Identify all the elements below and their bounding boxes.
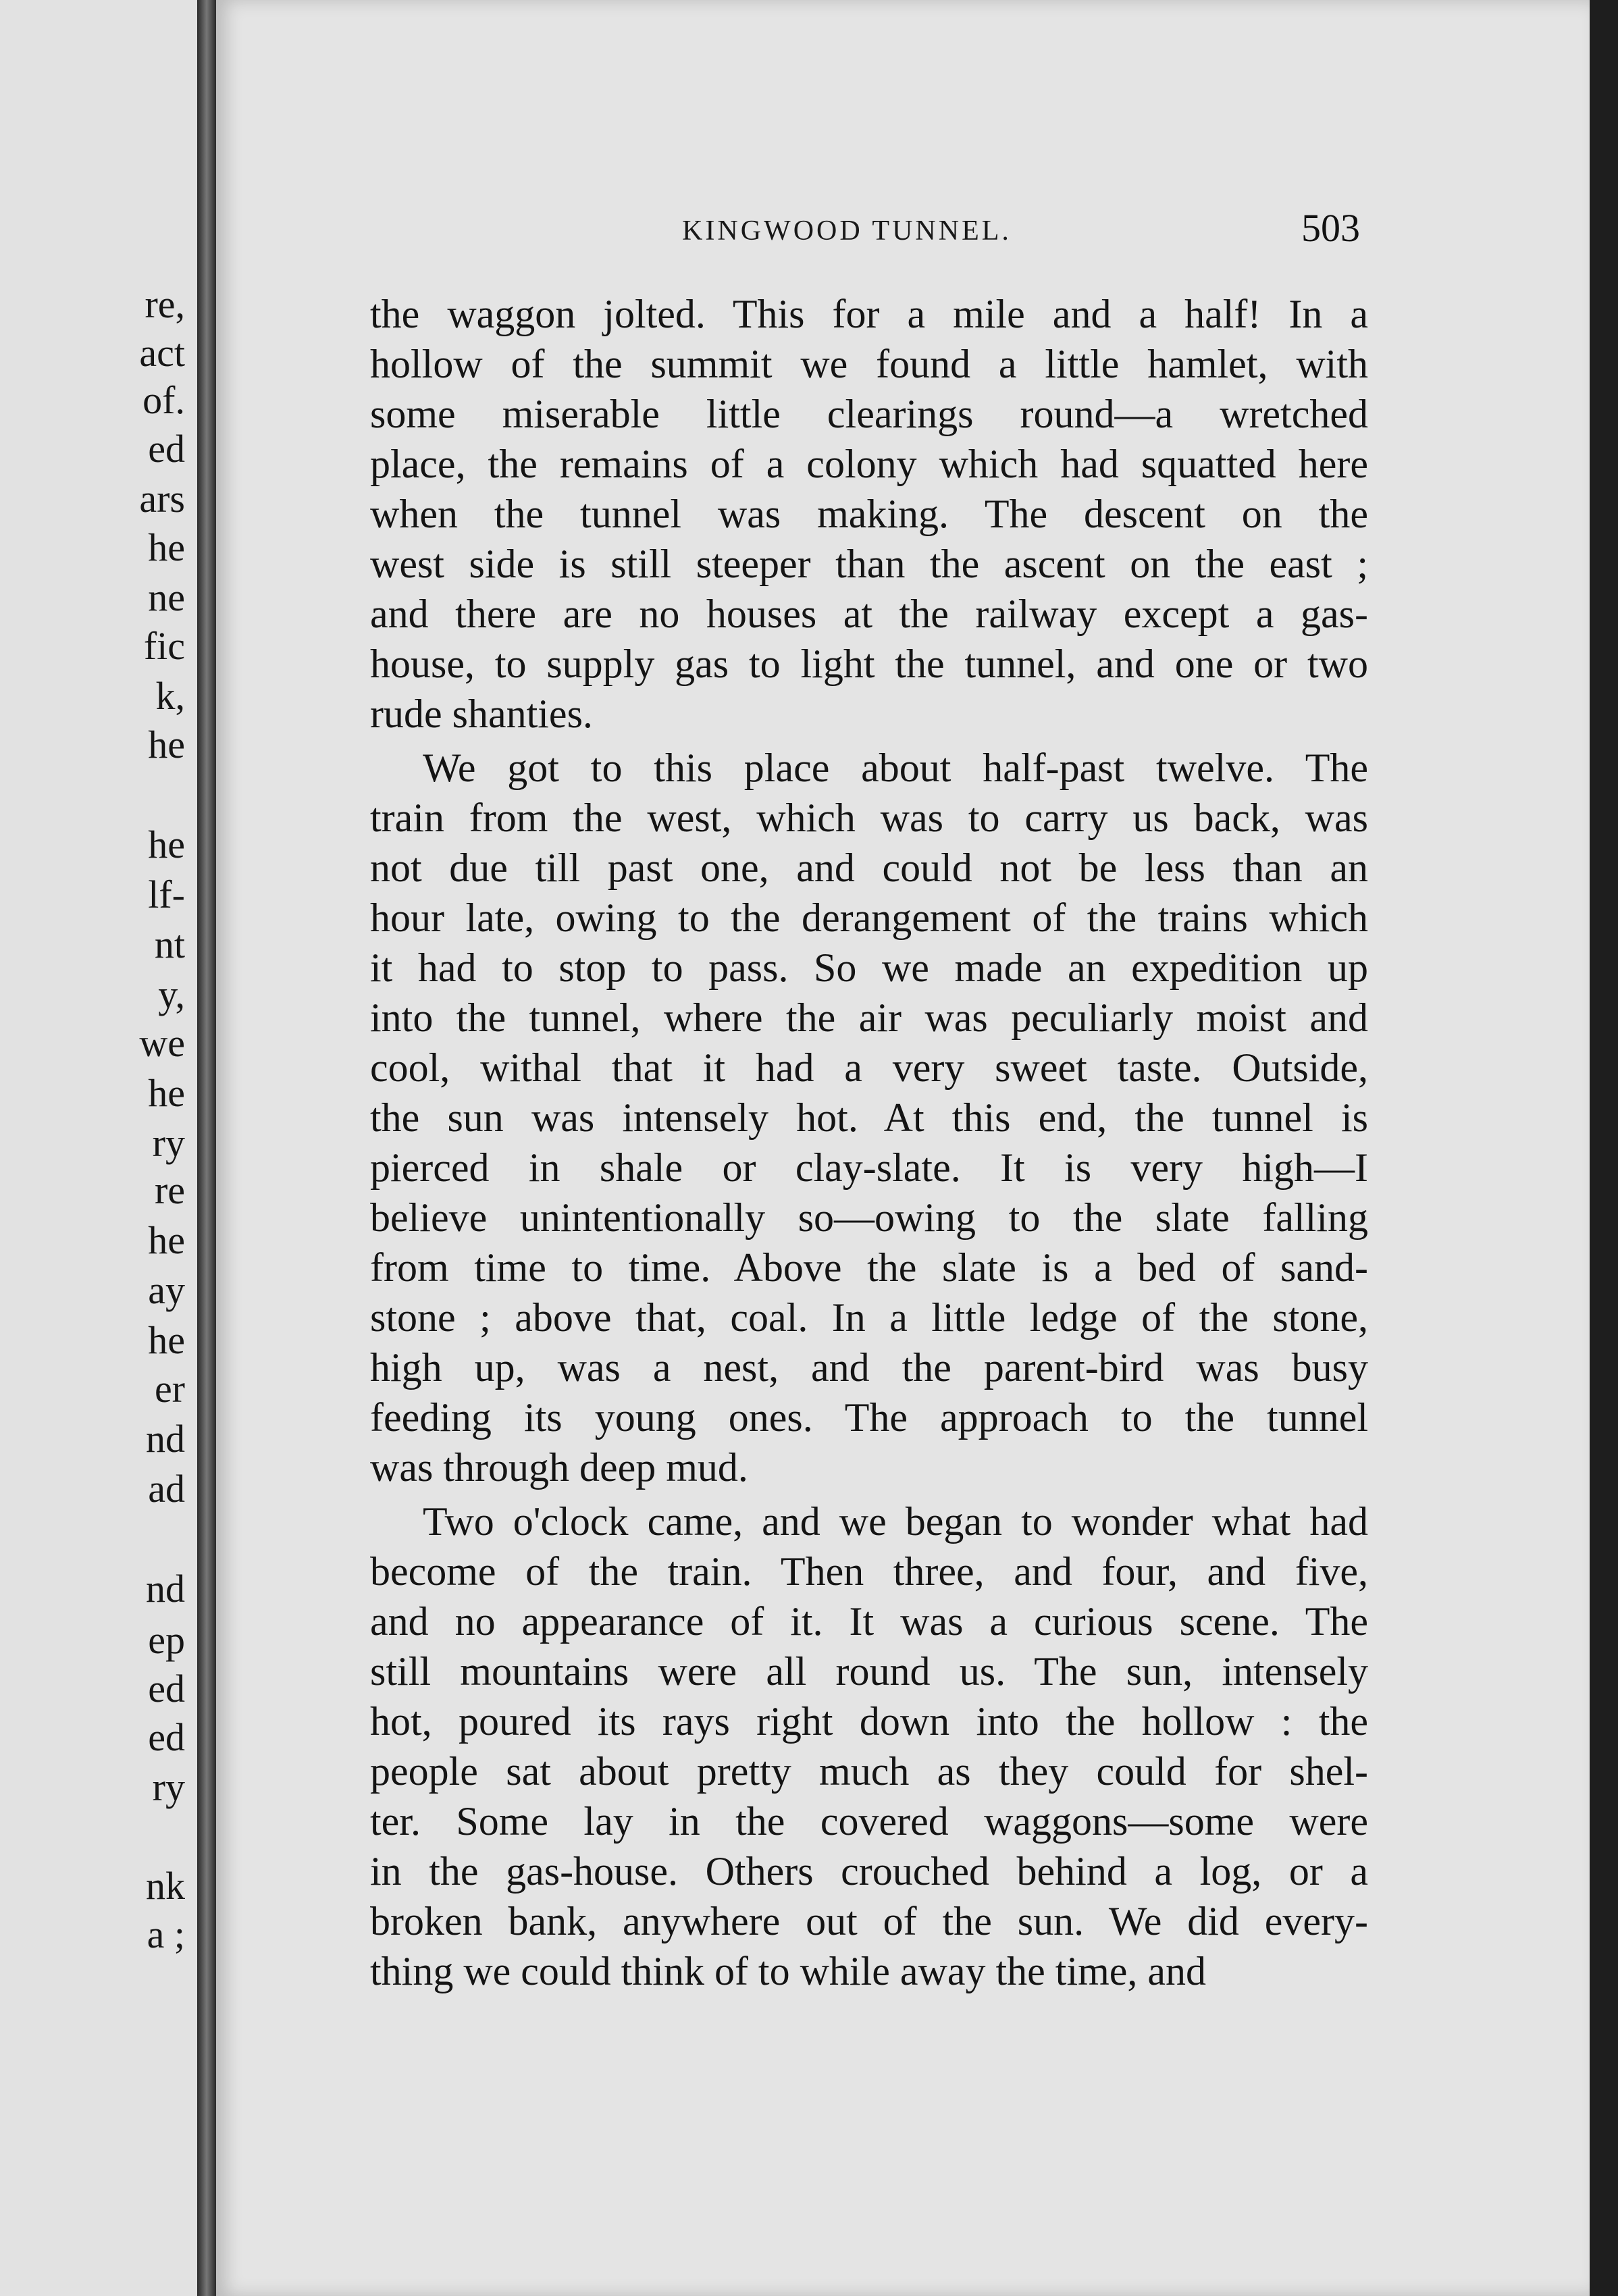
text-line: the sun was intensely hot. At this end, the tunnel is bbox=[370, 1095, 1368, 1140]
previous-page-fragment: he bbox=[148, 1318, 185, 1362]
previous-page-fragment: of. bbox=[142, 378, 185, 422]
previous-page-fragment: re bbox=[154, 1168, 185, 1212]
previous-page-fragment: re, bbox=[145, 282, 185, 326]
text-line: west side is still steeper than the ascent on the east ; bbox=[370, 542, 1368, 586]
previous-page-fragment: lf- bbox=[148, 872, 185, 916]
body-text bbox=[370, 289, 1368, 2000]
text-line: feeding its young ones. The approach to the tunnel bbox=[370, 1395, 1368, 1440]
previous-page-fragment: a ; bbox=[147, 1912, 185, 1956]
previous-page-fragment: he bbox=[148, 1071, 185, 1115]
text-line: We got to this place about half-past twelve. The bbox=[423, 746, 1368, 790]
previous-page-fragment: nd bbox=[146, 1567, 185, 1611]
text-line: become of the train. Then three, and four, and five, bbox=[370, 1549, 1368, 1594]
previous-page-fragment: nk bbox=[146, 1864, 185, 1908]
text-line: house, to supply gas to light the tunnel, and one or two bbox=[370, 642, 1368, 686]
previous-page-fragment: ed bbox=[148, 1667, 185, 1711]
previous-page-fragment: k, bbox=[155, 674, 185, 718]
text-line: cool, withal that it had a very sweet taste. Outside, bbox=[370, 1045, 1368, 1090]
text-line: hollow of the summit we found a little hamlet, with bbox=[370, 342, 1368, 386]
previous-page-fragment: ne bbox=[148, 575, 185, 619]
text-line: Two o'clock came, and we began to wonder what had bbox=[423, 1499, 1368, 1544]
text-line: from time to time. Above the slate is a bed of sand- bbox=[370, 1245, 1368, 1290]
book-gutter bbox=[197, 0, 216, 2296]
previous-page-fragment: he bbox=[148, 525, 185, 569]
previous-page-fragment: ep bbox=[148, 1618, 185, 1662]
previous-page-fragment: he bbox=[148, 823, 185, 866]
text-line: still mountains were all round us. The sun, intensely bbox=[370, 1649, 1368, 1694]
text-line: and no appearance of it. It was a curious scene. The bbox=[370, 1599, 1368, 1644]
previous-page-fragment: ry bbox=[152, 1121, 185, 1165]
previous-page-fragment: ad bbox=[148, 1467, 185, 1511]
previous-page-fragment: y, bbox=[158, 972, 185, 1016]
previous-page-fragment: nd bbox=[146, 1417, 185, 1461]
running-title: KINGWOOD TUNNEL. bbox=[682, 215, 1012, 246]
previous-page-fragment: he bbox=[148, 1218, 185, 1262]
text-line: it had to stop to pass. So we made an expedition up bbox=[370, 945, 1368, 990]
text-line: high up, was a nest, and the parent-bird was busy bbox=[370, 1345, 1368, 1390]
text-line: people sat about pretty much as they could for shel- bbox=[370, 1749, 1368, 1794]
paragraph bbox=[370, 1496, 1368, 1996]
text-line: pierced in shale or clay-slate. It is very high—I bbox=[370, 1145, 1368, 1190]
previous-page-fragment: we bbox=[139, 1021, 185, 1065]
text-line: the waggon jolted. This for a mile and a half! In a bbox=[370, 292, 1368, 336]
previous-page-edge bbox=[0, 0, 197, 2296]
text-line: stone ; above that, coal. In a little ledge of the stone, bbox=[370, 1295, 1368, 1340]
paragraph bbox=[370, 743, 1368, 1492]
previous-page-text-fragments bbox=[0, 0, 197, 2296]
text-line: some miserable little clearings round—a wretched bbox=[370, 392, 1368, 436]
previous-page-fragment: ed bbox=[148, 1715, 185, 1759]
text-line: when the tunnel was making. The descent on the bbox=[370, 492, 1368, 536]
previous-page-fragment: ry bbox=[152, 1765, 185, 1809]
previous-page-fragment: fic bbox=[143, 624, 185, 668]
paragraph bbox=[370, 289, 1368, 739]
previous-page-fragment: er bbox=[154, 1367, 185, 1411]
previous-page-fragment: ed bbox=[148, 427, 185, 471]
previous-page-fragment: act bbox=[139, 331, 185, 375]
text-line: was through deep mud. bbox=[370, 1445, 748, 1490]
running-header bbox=[469, 203, 1360, 257]
text-line: into the tunnel, where the air was peculiarly moist and bbox=[370, 995, 1368, 1040]
page-number: 503 bbox=[1301, 206, 1360, 250]
previous-page-fragment: he bbox=[148, 723, 185, 766]
text-line: hot, poured its rays right down into the hollow : the bbox=[370, 1699, 1368, 1744]
text-line: train from the west, which was to carry us back, was bbox=[370, 795, 1368, 840]
page-right-edge bbox=[1590, 0, 1618, 2296]
text-line: hour late, owing to the derangement of the trains which bbox=[370, 895, 1368, 940]
previous-page-fragment: ay bbox=[148, 1268, 185, 1312]
text-line: rude shanties. bbox=[370, 692, 593, 736]
text-line: in the gas-house. Others crouched behind a log, or a bbox=[370, 1849, 1368, 1894]
text-line: and there are no houses at the railway except a gas- bbox=[370, 592, 1368, 636]
previous-page-fragment: ars bbox=[139, 477, 185, 521]
text-line: broken bank, anywhere out of the sun. We did every- bbox=[370, 1899, 1368, 1943]
text-line: ter. Some lay in the covered waggons—some were bbox=[370, 1799, 1368, 1844]
text-line: believe unintentionally so—owing to the slate falling bbox=[370, 1195, 1368, 1240]
text-line: place, the remains of a colony which had squatted here bbox=[370, 442, 1368, 486]
text-line: thing we could think of to while away the time, and bbox=[370, 1949, 1207, 1993]
previous-page-fragment: nt bbox=[154, 922, 185, 966]
text-line: not due till past one, and could not be less than an bbox=[370, 845, 1368, 890]
